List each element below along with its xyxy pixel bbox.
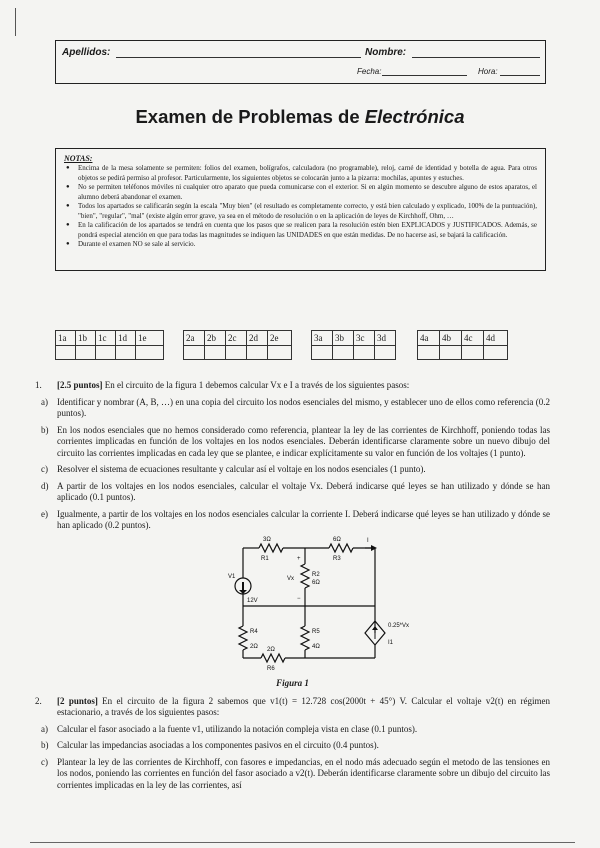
grade-cell[interactable] [418,346,440,360]
grade-cell[interactable] [226,346,247,360]
r1-value: 3Ω [263,536,271,543]
grade-cell-label: 2b [205,331,226,346]
problem-statement: En el circuito de la figura 2 sabemos que v1(t) = 12.728 cos(2000t + 45°) V. Calcular el voltaje v2(t) en régimen estacionario, a través de los siguientes pasos: [57,695,550,717]
problem-number: 1. [35,380,42,390]
grade-cell[interactable] [247,346,268,360]
r3-resistor [329,544,353,552]
grade-cell[interactable] [184,346,205,360]
hora-label: Hora: [478,67,498,76]
grade-cell-label: 2d [247,331,268,346]
sub-text: Calcular el fasor asociado a la fuente v1, utilizando la notación compleja vista en clase (0.1 puntos). [57,723,418,734]
grade-cell-label: 1b [76,331,96,346]
grade-cell[interactable] [462,346,484,360]
r6-resistor [261,654,285,662]
grade-cell[interactable] [440,346,462,360]
notas-item: ● Encima de la mesa solamente se permiten: folios del examen, bolígrafos, calculadora (no programable), reloj, carné de identidad y botella de agua. Para otros objetos se pedirá permiso al profesor. Particularmente, los siguientes objetos se colocarán junto a la pizarra: mochilas, apuntes y estuches. [64,164,537,183]
sub-text: A partir de los voltajes en los nodos esenciales, calcular el voltaje Vx. Deberá indicarse qué leyes se han utilizado y dónde se han aplicado (0.1 puntos). [57,480,550,502]
r2-value: 6Ω [312,579,320,586]
i1-value: 0.25*Vx [388,622,410,629]
problem-2 [35,696,550,719]
subquestion [35,464,550,476]
grade-cell[interactable] [354,346,375,360]
grade-cell-label: 1e [136,331,164,346]
notas-item: ● Todos los apartados se calificarán según la escala "Muy bien" (el resultado es completamente correcto, y está bien calculado y explicado, 100% de la puntuación), "bien", "regular", "mal" (existe algún error grave, ya sea en el método de resolución o en la aplicación de leyes de Kirchhoff, Ohm, … [64,202,537,221]
r4-value: 2Ω [250,643,258,650]
apellidos-label: Apellidos: [62,47,111,58]
r1-label: R1 [261,555,269,562]
grade-cell-label: 4c [462,331,484,346]
sub-text: Identificar y nombrar (A, B, …) en una copia del circuito los nodos esenciales del mismo, y establecer uno de ellos como referencia (0.2 puntos). [57,396,550,418]
sub-letter: b) [41,424,49,435]
page-title [0,106,600,128]
subquestion [35,724,550,736]
sub-letter: a) [41,396,48,407]
sub-text: Calcular las impedancias asociadas a los componentes pasivos en el circuito (0.4 puntos). [57,740,379,750]
problem-1 [35,380,550,392]
circuit-diagram [35,536,550,676]
sub-letter: c) [41,464,48,474]
notas-item: ● No se permiten teléfonos móviles ni cualquier otro aparato que pueda comunicarse con el exterior. Si en algún momento se descubre alguno de estos aparatos, el alumno deberá abandonar el examen. [64,183,537,202]
title-main: Examen de Problemas de [135,106,365,127]
problem-points: [2 puntos] [57,695,98,706]
grade-cell[interactable] [96,346,116,360]
sub-text: Resolver el sistema de ecuaciones resultante y calcular así el voltaje en los nodos esenciales (1 punto). [57,464,426,474]
problem-number: 2. [35,695,42,706]
r1-resistor [259,544,283,552]
sub-text: En los nodos esenciales que no hemos considerado como referencia, plantear la ley de las corrientes de Kirchhoff, poniendo todas las corrientes implicadas en función de los voltajes en los nodos esenciales. Deberán identificarse claramente sobre un nuevo dibujo del circuito las corrientes implicadas en cada ley que se plantee, e indicar explícitamente su valor en función de los voltajes (1 punto). [57,424,550,458]
problem-statement: En el circuito de la figura 1 debemos calcular Vx e I a través de los siguientes pasos: [102,380,410,390]
subquestion [35,425,550,460]
fecha-label: Fecha: [357,67,382,76]
r2-resistor [301,564,309,588]
grade-cell[interactable] [116,346,136,360]
v1-value: 12V [247,597,258,604]
i1-label: I1 [388,639,394,646]
title-subject: Electrónica [364,106,465,127]
current-label: I [367,537,369,544]
problem-points: [2.5 puntos] [57,380,103,390]
grade-cell[interactable] [312,346,333,360]
grade-cell[interactable] [268,346,292,360]
grade-table-2 [183,330,292,360]
grade-cell-label: 3a [312,331,333,346]
notas-item: ● En la calificación de los apartados se tendrá en cuenta que los pasos que se realicen para la resolución estén bien EXPLICADOS y JUSTIFICADOS. Además, se pondrá especial atención en que para todas las magnitudes se indiquen las UNIDADES en que están medidas. De no hacerse así, se bajará la calificación. [64,221,537,240]
sub-letter: b) [41,740,49,750]
grade-cell-label: 4a [418,331,440,346]
r3-value: 6Ω [333,536,341,543]
r3-label: R3 [333,555,341,562]
r6-value: 2Ω [267,646,275,653]
sub-text: Plantear la ley de las corrientes de Kirchhoff, con fasores e impedancias, en el nodo más adecuado según el metodo de las tensiones en los nodos, poniendo las corrientes en función del fasor asociado a v2(t). Deberán identificarse claramente sobre un dibujo del circuito las corrientes implicadas en la ley de las corrientes, así [57,756,550,790]
fecha-field[interactable] [382,75,467,76]
grade-cell-label: 3c [354,331,375,346]
grade-cell[interactable] [333,346,354,360]
grade-cell[interactable] [205,346,226,360]
grade-cell[interactable] [136,346,164,360]
student-info-box [55,40,546,84]
sub-letter: c) [41,756,48,767]
grade-cell-label: 1a [56,331,76,346]
grade-cell[interactable] [56,346,76,360]
hora-field[interactable] [500,75,540,76]
grade-cell-label: 2a [184,331,205,346]
nombre-label: Nombre: [365,47,407,58]
r6-label: R6 [267,665,275,672]
r5-value: 4Ω [312,643,320,650]
notas-list [64,164,537,250]
v1-label: V1 [228,573,236,580]
grade-cell-label: 4b [440,331,462,346]
grade-cell[interactable] [484,346,508,360]
figure-caption: Figura 1 [276,677,309,688]
figure-1 [35,536,550,676]
current-arrow-icon [371,545,377,551]
notas-item: ● Durante el examen NO se sale al servicio. [64,240,537,250]
grade-table-4 [417,330,508,360]
subquestion [35,481,550,504]
sub-letter: d) [41,480,49,491]
sub-letter: a) [41,723,48,734]
grade-cell-label: 1d [116,331,136,346]
grade-cell-label: 3b [333,331,354,346]
grade-cell[interactable] [375,346,396,360]
sub-text: Igualmente, a partir de los voltajes en los nodos esenciales calcular la corriente I. Deberá indicarse qué leyes se han utilizado y dónde se han aplicado (0.2 puntos). [57,508,550,530]
grade-cell-label: 4d [484,331,508,346]
problems-section [35,380,550,791]
grade-cell-label: 2c [226,331,247,346]
r2-label: R2 [312,571,320,578]
r5-resistor [301,626,309,650]
r5-label: R5 [312,628,320,635]
page-bottom-edge [30,842,575,843]
grade-cell-label: 3d [375,331,396,346]
grade-table-1 [55,330,164,360]
notas-box [55,148,546,271]
vx-label: Vx [287,575,295,582]
nombre-field[interactable] [412,57,540,58]
notas-heading: NOTAS: [64,154,93,163]
grade-table-3 [311,330,396,360]
subquestion [35,740,550,752]
punch-mark [15,8,21,36]
grade-cell[interactable] [76,346,96,360]
grade-cell-label: 1c [96,331,116,346]
subquestion [35,397,550,420]
vx-plus: + [297,555,301,562]
r4-label: R4 [250,628,258,635]
grade-cell-label: 2e [268,331,292,346]
apellidos-field[interactable] [116,57,361,58]
r4-resistor [239,626,247,650]
subquestion [35,757,550,792]
sub-letter: e) [41,508,48,519]
subquestion [35,509,550,532]
vx-minus: − [297,595,301,602]
